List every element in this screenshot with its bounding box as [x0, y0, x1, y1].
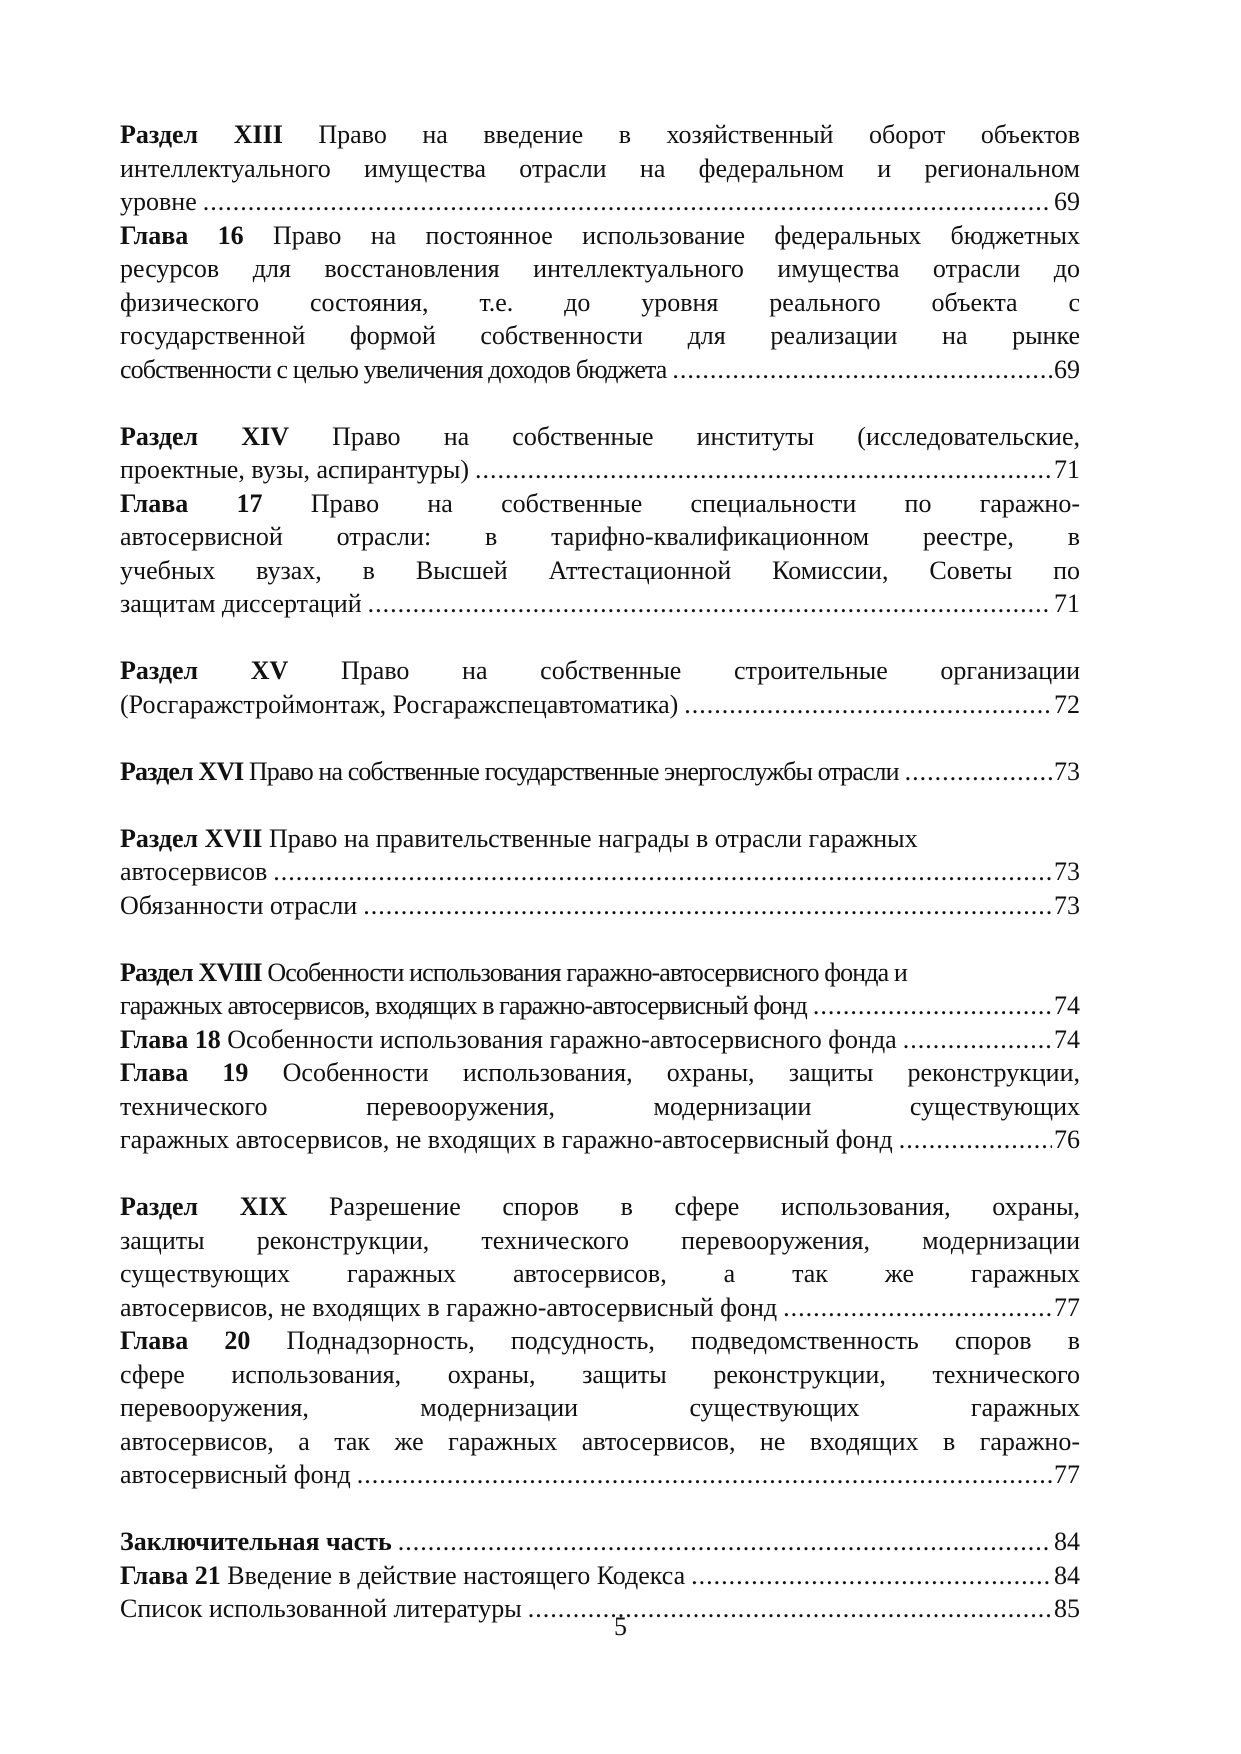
toc-entry-section-19[interactable] [120, 1190, 1080, 1324]
toc-entry-section-17[interactable] [120, 822, 1080, 889]
dot-leader [691, 1559, 1052, 1593]
toc-label: Глава 17 [120, 488, 263, 518]
toc-text-line: Особенности использования гаражно-автосервисного фонда и [267, 957, 907, 987]
toc-label: Раздел XIX [120, 1192, 288, 1221]
toc-page-number: 72 [1054, 689, 1080, 719]
dot-leader [475, 453, 1052, 487]
toc-text-line: сфере использования, охраны, защиты реконструкции, технического [120, 1359, 1080, 1389]
toc-entry-chapter-18[interactable] [120, 1023, 1080, 1057]
toc-page-number: 73 [1054, 890, 1080, 920]
dot-leader [783, 1291, 1052, 1325]
toc-entry-chapter-21[interactable] [120, 1559, 1080, 1593]
dot-leader [273, 855, 1052, 889]
toc-page-number: 71 [1054, 455, 1080, 484]
toc-text-line: Право на собственные институты (исследовательские, [332, 421, 1080, 451]
toc-entry-section-18[interactable] [120, 956, 1080, 1023]
dot-leader [903, 1023, 1052, 1057]
toc-text-line: автосервисной отрасли: в тарифно-квалификационном реестре, в [120, 522, 1080, 551]
dot-leader [368, 587, 1052, 621]
toc-text-line: Разрешение споров в сфере использования, охраны, [329, 1192, 1080, 1221]
dot-leader [899, 1123, 1052, 1157]
toc-page-number: 74 [1054, 991, 1080, 1020]
toc-page-number: 76 [1054, 1125, 1080, 1154]
toc-label: Раздел XVIII [120, 957, 262, 987]
toc-text-line: защитам диссертаций [120, 589, 362, 618]
dot-leader [684, 688, 1052, 722]
toc-label: Раздел XIV [120, 421, 289, 451]
page-number: 5 [614, 1612, 627, 1641]
toc-entry-final-part[interactable] [120, 1525, 1080, 1559]
toc-entry-section-16[interactable] [120, 755, 1080, 789]
dot-leader [398, 1525, 1052, 1559]
toc-entry-chapter-19[interactable] [120, 1056, 1080, 1157]
toc-page-number: 69 [1054, 354, 1080, 384]
toc-text-line: Право на собственные специальности по гаражно- [310, 488, 1080, 518]
toc-label: Глава 19 [120, 1058, 249, 1087]
toc-text-line: перевооружения, модернизации существующих гаражных [120, 1393, 1080, 1422]
toc-entry-industry-duties[interactable] [120, 889, 1080, 923]
toc-text-line: собственности с целью увеличения доходов бюджета [120, 354, 667, 384]
toc-label: Раздел XIII [120, 120, 283, 149]
toc-page-number: 85 [1054, 1594, 1080, 1623]
toc-text-line: Право на собственные строительные организации [341, 656, 1081, 685]
toc-text-line: Право на правительственные награды в отрасли гаражных [268, 823, 918, 853]
toc-text-line: Введение в действие настоящего Кодекса [227, 1560, 686, 1590]
toc-label: Глава 20 [120, 1326, 251, 1355]
toc-text-line: государственной формой собственности для реализации на рынке [120, 321, 1080, 350]
dot-leader [203, 185, 1052, 219]
toc-page-number: 73 [1054, 857, 1080, 886]
toc-text-line: Особенности использования гаражно-автосервисного фонда [227, 1024, 897, 1054]
toc-label: Глава 16 [120, 220, 244, 250]
toc-label: Глава 21 [120, 1560, 221, 1590]
dot-leader [813, 989, 1052, 1023]
toc-text-line: Список использованной литературы [120, 1594, 522, 1623]
table-of-contents [120, 118, 1080, 1626]
toc-page-number: 74 [1054, 1024, 1080, 1054]
toc-entry-section-15[interactable] [120, 654, 1080, 721]
toc-entry-chapter-20[interactable] [120, 1324, 1080, 1492]
toc-entry-section-14[interactable] [120, 420, 1080, 487]
toc-text-line: автосервисов, а так же гаражных автосервисов, не входящих в гаражно- [120, 1426, 1080, 1456]
toc-text-line: Поднадзорность, подсудность, подведомственность споров в [286, 1326, 1080, 1355]
toc-page-number: 73 [1054, 756, 1080, 786]
toc-page-number: 77 [1054, 1292, 1080, 1322]
toc-label: Раздел XV [120, 656, 289, 685]
toc-text-line: автосервисов, не входящих в гаражно-автосервисный фонд [120, 1292, 778, 1322]
toc-text-line: проектные, вузы, аспирантуры) [120, 455, 469, 484]
toc-text-line: Особенности использования, охраны, защиты реконструкции, [282, 1058, 1081, 1087]
toc-text-line: интеллектуального имущества отрасли на федеральном и региональном [120, 153, 1080, 183]
dot-leader [672, 353, 1052, 387]
toc-text-line: уровне [120, 187, 197, 216]
toc-page-number: 77 [1054, 1460, 1080, 1489]
toc-text-line: гаражных автосервисов, не входящих в гаражно-автосервисный фонд [120, 1125, 893, 1154]
dot-leader [357, 1458, 1052, 1492]
toc-text-line: Обязанности отрасли [120, 890, 358, 920]
toc-label: Заключительная часть [120, 1527, 392, 1556]
toc-page-number: 84 [1054, 1527, 1080, 1556]
dot-leader [905, 755, 1052, 789]
toc-entry-chapter-16[interactable] [120, 219, 1080, 387]
toc-text-line: существующих гаражных автосервисов, а так же гаражных [120, 1259, 1080, 1288]
toc-label: Глава 18 [120, 1024, 221, 1054]
toc-text-line: автосервисный фонд [120, 1460, 351, 1489]
toc-text-line: защиты реконструкции, технического перевооружения, модернизации [120, 1225, 1080, 1255]
toc-page-number: 84 [1054, 1560, 1080, 1590]
toc-text-line: технического перевооружения, модернизации существующих [120, 1091, 1080, 1121]
toc-text-line: учебных вузах, в Высшей Аттестационной Комиссии, Советы по [120, 555, 1080, 585]
dot-leader [363, 889, 1052, 923]
toc-page-number: 69 [1054, 187, 1080, 216]
toc-text-line: физического состояния, т.е. до уровня реального объекта с [120, 287, 1080, 317]
toc-label: Раздел XVI [120, 756, 244, 786]
toc-text-line: (Росгаражстроймонтаж, Росгаражспецавтоматика) [120, 689, 679, 719]
toc-text-line: Право на собственные государственные энергослужбы отрасли [248, 756, 899, 786]
toc-text-line: Право на введение в хозяйственный оборот объектов [318, 120, 1080, 149]
toc-entry-chapter-17[interactable] [120, 487, 1080, 621]
toc-text-line: ресурсов для восстановления интеллектуального имущества отрасли до [120, 254, 1080, 283]
toc-entry-section-13[interactable] [120, 118, 1080, 219]
toc-text-line: гаражных автосервисов, входящих в гаражно-автосервисный фонд [120, 991, 807, 1020]
toc-label: Раздел XVII [120, 823, 263, 853]
toc-text-line: автосервисов [120, 857, 268, 886]
toc-page-number: 71 [1054, 589, 1080, 618]
toc-text-line: Право на постоянное использование федеральных бюджетных [272, 220, 1080, 250]
